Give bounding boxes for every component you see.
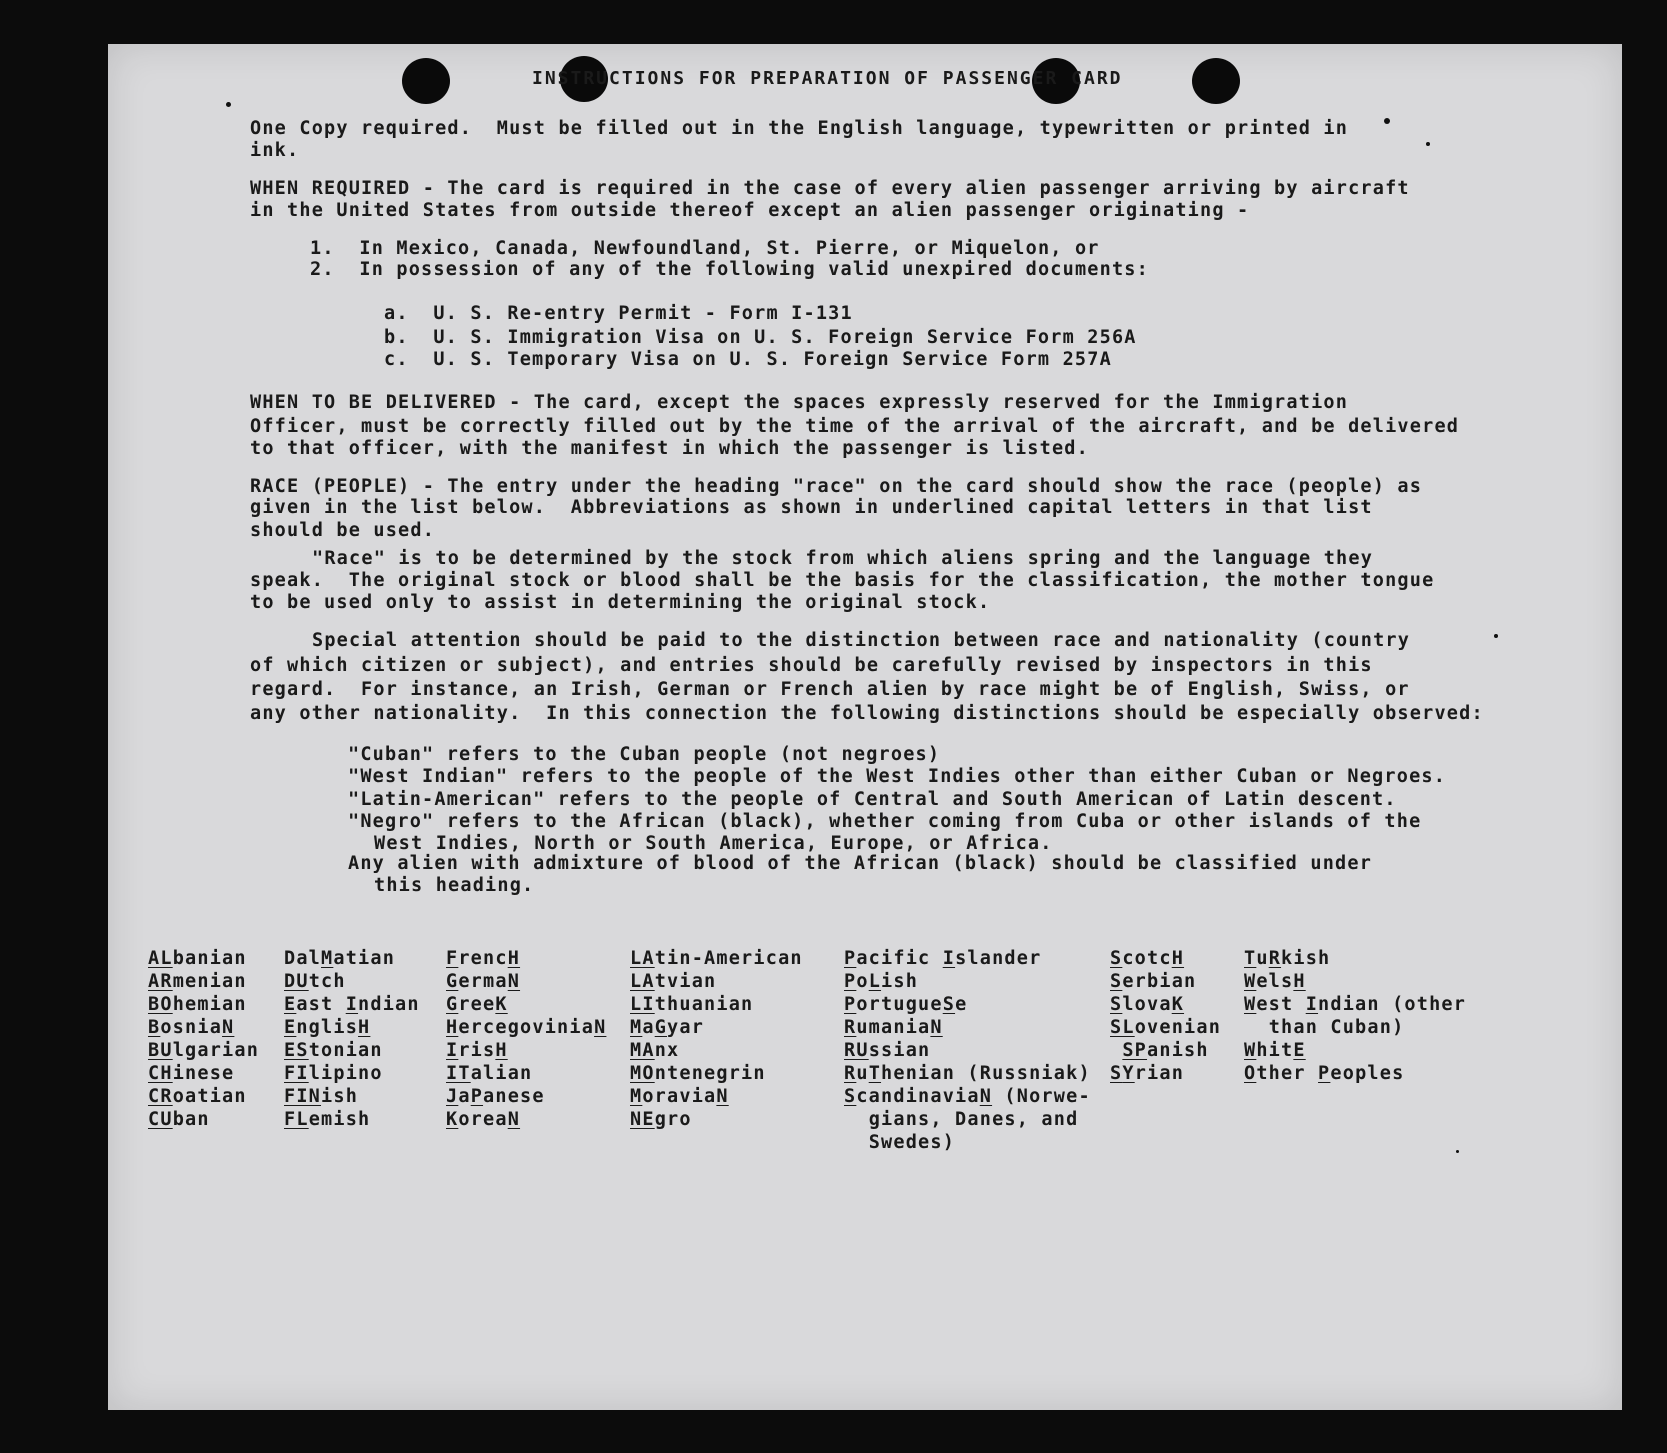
race-abbrev: W	[1244, 994, 1257, 1015]
race-abbrev: E	[284, 994, 297, 1015]
text-line: 1. In Mexico, Canada, Newfoundland, St. Pierre, or Miquelon, or	[310, 238, 1100, 259]
paper-speck	[1494, 634, 1498, 638]
race-abbrev: E	[1293, 1040, 1306, 1061]
race-entry	[844, 1085, 1091, 1108]
race-text: emish	[308, 1109, 371, 1130]
race-abbrev: S	[844, 1086, 857, 1107]
race-text: thuanian	[654, 994, 754, 1015]
punch-hole-1	[402, 58, 450, 104]
race-abbrev: S	[1110, 948, 1123, 969]
race-entry	[148, 970, 259, 993]
race-entry	[284, 1016, 420, 1039]
race-text: oravia	[642, 1086, 717, 1107]
race-abbrev: N	[594, 1017, 607, 1038]
race-text: tvian	[654, 971, 717, 992]
race-text: osnia	[160, 1017, 223, 1038]
race-text: ndian	[358, 994, 420, 1015]
race-entry	[1110, 1062, 1221, 1085]
race-entry	[844, 1062, 1091, 1085]
text-line: West Indies, North or South America, Europe, or Africa.	[374, 833, 1053, 854]
race-abbrev: N	[222, 1017, 235, 1038]
race-text: acific	[856, 948, 943, 969]
race-abbrev: F	[446, 948, 459, 969]
race-entry	[630, 1108, 803, 1131]
text-line: to be used only to assist in determining the original stock.	[250, 592, 991, 613]
race-abbrev: FL	[284, 1109, 309, 1130]
text-line: Any alien with admixture of blood of the African (black) should be classified under	[348, 853, 1373, 874]
race-text: ast	[296, 994, 346, 1015]
race-text: u	[856, 1063, 869, 1084]
text-line: Special attention should be paid to the distinction between race and nationality (country	[312, 630, 1411, 651]
race-text: orea	[458, 1109, 508, 1130]
race-abbrev: S	[1110, 971, 1123, 992]
race-text: anese	[483, 1086, 545, 1107]
race-abbrev: I	[942, 948, 956, 969]
race-abbrev: L	[868, 971, 882, 992]
race-entry	[284, 947, 420, 970]
race-entry	[446, 947, 606, 970]
text-line: should be used.	[250, 520, 436, 541]
race-entry	[148, 1108, 259, 1131]
race-text: atian	[333, 948, 396, 969]
race-abbrev: MO	[630, 1063, 655, 1084]
race-abbrev: G	[446, 994, 459, 1015]
race-text: Swedes)	[868, 1132, 956, 1153]
race-abbrev: I	[446, 1040, 459, 1061]
text-line: WHEN REQUIRED - The card is required in the case of every alien passenger arriving by aircraft	[250, 178, 1410, 199]
race-text: rian	[1134, 1063, 1185, 1084]
race-abbrev: RU	[844, 1040, 869, 1061]
race-text: henian (Russniak)	[881, 1063, 1091, 1084]
race-text: renc	[458, 948, 508, 969]
race-abbrev: J	[446, 1086, 459, 1107]
race-entry	[446, 1108, 606, 1131]
race-abbrev: N	[507, 1109, 521, 1130]
race-abbrev: H	[1293, 971, 1306, 992]
race-entry	[844, 1131, 1091, 1154]
paper-speck	[226, 102, 231, 107]
race-abbrev: B	[148, 1017, 161, 1038]
race-abbrev: S	[1110, 994, 1123, 1015]
race-entry	[446, 1039, 606, 1062]
race-entry	[446, 993, 606, 1016]
race-abbrev: P	[844, 971, 857, 992]
race-entry	[844, 970, 1091, 993]
text-line: given in the list below. Abbreviations as shown in underlined capital letters in that list	[250, 497, 1373, 518]
text-line: "Latin-American" refers to the people of Central and South American of Latin descent.	[348, 789, 1397, 810]
race-entry	[284, 970, 420, 993]
race-abbrev: M	[630, 1086, 643, 1107]
race-text: eoples	[1330, 1063, 1405, 1084]
race-entry	[1244, 1039, 1466, 1062]
race-entry	[446, 1085, 606, 1108]
race-text: umania	[856, 1017, 931, 1038]
race-abbrev: FIN	[284, 1086, 322, 1107]
race-entry	[1244, 993, 1466, 1016]
text-line: c. U. S. Temporary Visa on U. S. Foreign Service Form 257A	[384, 349, 1112, 370]
race-text: ban	[172, 1109, 210, 1130]
text-line: One Copy required. Must be filled out in the English language, typewritten or printed in	[250, 118, 1349, 139]
race-abbrev: K	[1171, 994, 1185, 1015]
race-entry	[148, 947, 259, 970]
race-column	[1110, 947, 1221, 1085]
race-entry	[284, 1108, 420, 1131]
race-abbrev: SL	[1110, 1017, 1135, 1038]
race-text: els	[1256, 971, 1294, 992]
race-abbrev: H	[507, 948, 521, 969]
race-abbrev: G	[446, 971, 459, 992]
race-abbrev: H	[1171, 948, 1185, 969]
text-line: "West Indian" refers to the people of the West Indies other than either Cuban or Negroes.	[348, 766, 1447, 787]
race-entry	[1110, 993, 1221, 1016]
race-text: ssian	[868, 1040, 931, 1061]
race-abbrev: R	[844, 1017, 857, 1038]
race-entry	[446, 970, 606, 993]
race-text: o	[856, 971, 869, 992]
race-abbrev: CR	[148, 1086, 173, 1107]
race-abbrev: I	[1305, 994, 1319, 1015]
race-entry	[844, 1039, 1091, 1062]
race-text: ther	[1256, 1063, 1319, 1084]
text-line: any other nationality. In this connection the following distinctions should be especially observed:	[250, 703, 1484, 724]
race-text: ree	[458, 994, 496, 1015]
race-text: lgarian	[172, 1040, 260, 1061]
race-abbrev: T	[868, 1063, 882, 1084]
race-entry	[148, 1039, 259, 1062]
race-abbrev: N	[930, 1017, 943, 1038]
race-text: inese	[172, 1063, 235, 1084]
race-abbrev: S	[942, 994, 956, 1015]
race-abbrev: W	[1244, 971, 1257, 992]
race-abbrev: LA	[630, 948, 655, 969]
race-abbrev: NE	[630, 1109, 655, 1130]
race-text: e	[955, 994, 968, 1015]
race-text: nx	[654, 1040, 680, 1061]
race-entry	[844, 947, 1091, 970]
race-text: ercegovinia	[458, 1017, 595, 1038]
race-abbrev: P	[1318, 1063, 1331, 1084]
race-text: alian	[470, 1063, 533, 1084]
race-text: tonian	[308, 1040, 383, 1061]
race-text: a	[642, 1017, 655, 1038]
race-abbrev: E	[284, 1017, 297, 1038]
text-line: Officer, must be correctly filled out by the time of the arrival of the aircraft, and be delivered	[250, 416, 1460, 437]
text-line: ink.	[250, 140, 300, 161]
race-column	[1244, 947, 1466, 1085]
race-column	[284, 947, 420, 1131]
text-line: of which citizen or subject), and entries should be carefully revised by inspectors in this	[250, 655, 1373, 676]
race-column	[844, 947, 1091, 1154]
race-abbrev: P	[470, 1086, 484, 1107]
race-text: anish	[1147, 1040, 1209, 1061]
race-abbrev: AR	[148, 971, 173, 992]
race-text: ris	[458, 1040, 496, 1061]
race-abbrev: H	[495, 1040, 508, 1061]
race-entry	[844, 1108, 1091, 1131]
page-title: INSTRUCTIONS FOR PREPARATION OF PASSENGER CARD	[532, 68, 1123, 89]
text-line: b. U. S. Immigration Visa on U. S. Foreign Service Form 256A	[384, 327, 1137, 348]
race-text: erbian	[1122, 971, 1197, 992]
race-entry	[630, 993, 803, 1016]
race-abbrev: N	[716, 1086, 729, 1107]
race-abbrev: SP	[1122, 1040, 1148, 1061]
race-abbrev: H	[446, 1017, 459, 1038]
race-abbrev: MA	[630, 1040, 655, 1061]
race-entry	[446, 1016, 606, 1039]
race-text: hemian	[172, 994, 247, 1015]
text-line: a. U. S. Re-entry Permit - Form I-131	[384, 303, 853, 324]
race-text	[844, 1109, 869, 1130]
race-entry	[1244, 970, 1466, 993]
race-text	[1110, 1040, 1122, 1061]
race-entry	[446, 1062, 606, 1085]
race-abbrev: FI	[284, 1063, 309, 1084]
race-text: erma	[458, 971, 508, 992]
race-text: cotc	[1122, 948, 1172, 969]
race-entry	[844, 1016, 1091, 1039]
text-line: 2. In possession of any of the following valid unexpired documents:	[310, 259, 1149, 280]
race-text: ish	[321, 1086, 359, 1107]
race-text: than Cuban)	[1268, 1017, 1405, 1038]
race-abbrev: R	[1268, 948, 1282, 969]
race-abbrev: P	[844, 994, 857, 1015]
race-abbrev: CU	[148, 1109, 173, 1130]
race-text: ovenian	[1134, 1017, 1222, 1038]
race-text: ndian (other	[1318, 994, 1467, 1015]
race-text: lipino	[308, 1063, 383, 1084]
race-abbrev: AL	[148, 948, 173, 969]
race-text: candinavia	[856, 1086, 980, 1107]
race-text: est	[1256, 994, 1306, 1015]
race-text: banian	[172, 948, 247, 969]
race-text: ntenegrin	[654, 1063, 766, 1084]
race-abbrev: W	[1244, 1040, 1257, 1061]
race-entry	[630, 970, 803, 993]
race-entry	[1244, 947, 1466, 970]
paper-speck	[1384, 118, 1390, 124]
race-text: ish	[881, 971, 919, 992]
race-abbrev: O	[1244, 1063, 1257, 1084]
race-entry	[1110, 1016, 1221, 1039]
race-text: yar	[667, 1017, 705, 1038]
race-entry	[148, 1085, 259, 1108]
race-column	[148, 947, 259, 1131]
text-line: speak. The original stock or blood shall be the basis for the classification, the mother tongue	[250, 570, 1435, 591]
race-text: ortugue	[856, 994, 943, 1015]
race-abbrev: Y	[1122, 1063, 1135, 1084]
race-entry	[148, 993, 259, 1016]
race-abbrev: K	[495, 994, 508, 1015]
race-abbrev: K	[446, 1109, 459, 1130]
race-entry	[1244, 1016, 1466, 1039]
paper-speck	[1456, 1150, 1459, 1153]
race-text: gians, Danes, and	[868, 1109, 1079, 1130]
text-line: WHEN TO BE DELIVERED - The card, except the spaces expressly reserved for the Immigration	[250, 392, 1349, 413]
race-abbrev: M	[321, 948, 334, 969]
race-text: tch	[308, 971, 346, 992]
race-entry	[284, 1039, 420, 1062]
text-line: RACE (PEOPLE) - The entry under the heading "race" on the card should show the race (people) as	[250, 476, 1423, 497]
race-entry	[630, 1039, 803, 1062]
race-abbrev: T	[1244, 948, 1257, 969]
race-entry	[148, 1016, 259, 1039]
race-text: tin-American	[654, 948, 803, 969]
race-entry	[630, 1085, 803, 1108]
race-text: Dal	[284, 948, 322, 969]
race-abbrev: M	[630, 1017, 643, 1038]
race-entry	[1110, 1039, 1221, 1062]
punch-hole-4	[1192, 58, 1240, 104]
race-entry	[630, 1016, 803, 1039]
race-abbrev: DU	[284, 971, 309, 992]
race-abbrev: P	[844, 948, 857, 969]
race-entry	[284, 993, 420, 1016]
race-text: lova	[1122, 994, 1172, 1015]
race-text: hit	[1256, 1040, 1294, 1061]
race-entry	[148, 1062, 259, 1085]
text-line: to that officer, with the manifest in which the passenger is listed.	[250, 438, 1089, 459]
race-abbrev: G	[654, 1017, 668, 1038]
race-column	[446, 947, 606, 1131]
race-entry	[630, 947, 803, 970]
race-abbrev: LI	[630, 994, 655, 1015]
race-entry	[1110, 947, 1221, 970]
race-abbrev: N	[507, 971, 521, 992]
race-abbrev: ES	[284, 1040, 309, 1061]
text-line: regard. For instance, an Irish, German or French alien by race might be of English, Swiss, or	[250, 679, 1410, 700]
race-text: kish	[1281, 948, 1331, 969]
text-line: "Cuban" refers to the Cuban people (not negroes)	[348, 744, 941, 765]
race-entry	[284, 1085, 420, 1108]
race-text: u	[1256, 948, 1269, 969]
race-text	[1244, 1017, 1269, 1038]
text-line: "Negro" refers to the African (black), whether coming from Cuba or other islands of the	[348, 811, 1422, 832]
text-line: "Race" is to be determined by the stock from which aliens spring and the language they	[312, 548, 1374, 569]
race-abbrev: CH	[148, 1063, 173, 1084]
race-abbrev: BU	[148, 1040, 173, 1061]
race-text: (Norwe-	[992, 1086, 1091, 1107]
text-line: this heading.	[374, 875, 535, 896]
race-entry	[1244, 1062, 1466, 1085]
race-text	[844, 1132, 869, 1153]
race-abbrev: LA	[630, 971, 655, 992]
race-entry	[1110, 970, 1221, 993]
race-text: a	[458, 1086, 471, 1107]
race-text: gro	[654, 1109, 692, 1130]
race-text: menian	[172, 971, 247, 992]
text-line: in the United States from outside thereof except an alien passenger originating -	[250, 200, 1250, 221]
race-abbrev: I	[345, 994, 359, 1015]
race-column	[630, 947, 803, 1131]
document-sheet	[108, 44, 1622, 1410]
race-text: nglis	[296, 1017, 359, 1038]
race-abbrev: BO	[148, 994, 173, 1015]
race-abbrev: R	[844, 1063, 857, 1084]
race-abbrev: N	[979, 1086, 993, 1107]
race-entry	[844, 993, 1091, 1016]
race-entry	[630, 1062, 803, 1085]
race-text: slander	[955, 948, 1042, 969]
race-abbrev: S	[1110, 1063, 1123, 1084]
race-entry	[284, 1062, 420, 1085]
race-text: oatian	[172, 1086, 247, 1107]
race-abbrev: H	[358, 1017, 371, 1038]
paper-speck	[1426, 142, 1430, 146]
race-abbrev: IT	[446, 1063, 471, 1084]
